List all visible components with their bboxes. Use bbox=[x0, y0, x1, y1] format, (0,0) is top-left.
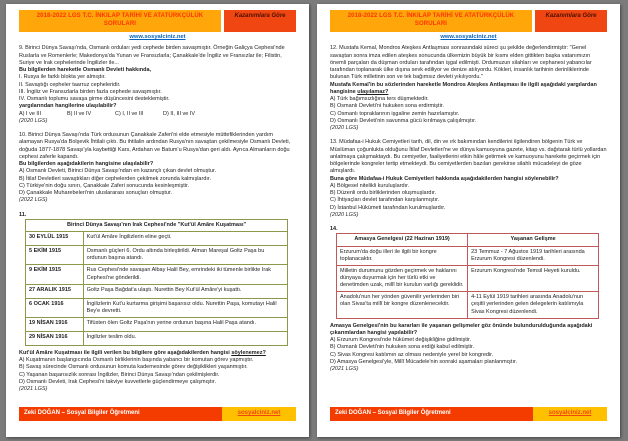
footer-author: Zeki DOĞAN – Sosyal Bilgiler Öğretmeni bbox=[330, 407, 533, 421]
gelisme-cell: 23 Temmuz - 7 Ağustos 1919 tarihleri arasında Erzurum Kongresi düzenlendi. bbox=[468, 246, 599, 265]
q9-lead: Bu bilgilerden hareketle Osmanlı Devleti hakkında, bbox=[19, 67, 152, 74]
q10-option-b: B) İtilaf Devletleri savaştıkları diğer cephelerden çekilmek zorunda kalmışlardır. bbox=[19, 175, 211, 182]
question-10 bbox=[19, 132, 296, 205]
q12-exam-tag: (2020 LGS) bbox=[330, 125, 359, 132]
table-row bbox=[26, 232, 288, 246]
table-title: Birinci Dünya Savaşı'nın Irak Cephesi'nde "Kut'ül Amâre Kuşatması" bbox=[26, 219, 288, 231]
table-row bbox=[26, 331, 288, 345]
q11-stem: Kut'ül Amâre Kuşatması ile ilgili verilen bu bilgilere göre aşağıdakilerden hangisi bbox=[19, 349, 232, 356]
question-12 bbox=[330, 45, 607, 132]
amasya-table bbox=[336, 233, 599, 318]
date-cell: 27 ARALIK 1915 bbox=[26, 284, 84, 298]
q11-option-a: A) Kuşatmanın başlangıcında Osmanlı birliklerinin başında yabancı bir komutan görev yapmıştır. bbox=[19, 357, 254, 364]
q12-option-b: B) Osmanlı Devleti'ni hukuken sona erdirmiştir. bbox=[330, 103, 444, 110]
site-link-line bbox=[19, 34, 296, 42]
q11-exam-tag: (2021 LGS) bbox=[19, 386, 48, 393]
table-row bbox=[26, 246, 288, 265]
q14-option-a: A) Erzurum Kongresi'nde hükümet değişikliğine gidilmiştir. bbox=[330, 337, 472, 344]
question-11 bbox=[19, 212, 296, 394]
gelisme-cell: 4-11 Eylül 1919 tarihleri arasında Anadolu'nun çeşitli yerlerinden gelen delegelerin katılımıyla Sivas Kongresi düzenlendi. bbox=[468, 292, 599, 318]
q11-option-c: C) Yaşanan başarısızlık sonrası İngilizler, Birinci Dünya Savaşı'ndan çekilmişlerdir. bbox=[19, 371, 220, 378]
col-header-genelge: Amasya Genelgesi (22 Haziran 1919) bbox=[337, 234, 468, 246]
q14-number: 14. bbox=[330, 226, 338, 233]
q13-option-a: A) Bölgesel nitelikli kuruluşlardır. bbox=[330, 182, 410, 189]
q10-stem: Bu bilgilerden aşağıdakilerin hangisine ulaşılabilir? bbox=[19, 161, 154, 168]
table-row bbox=[337, 246, 599, 265]
q9-exam-tag: (2020 LGS) bbox=[19, 117, 48, 124]
q9-option-c: C) I, II ve III bbox=[115, 110, 144, 117]
question-9 bbox=[19, 45, 296, 125]
q13-exam-tag: (2020 LGS) bbox=[330, 211, 359, 218]
table-header-row bbox=[337, 234, 599, 246]
event-cell: Kut'ül Amâre İngilizlerin eline geçti. bbox=[83, 232, 287, 246]
event-cell: İngilizler teslim oldu. bbox=[83, 331, 287, 345]
q13-option-b: B) Düzenli ordu birliklerinden oluşmuşlardır. bbox=[330, 190, 437, 197]
q12-stem-line bbox=[330, 82, 607, 97]
table-row bbox=[26, 317, 288, 331]
date-cell: 9 EKİM 1915 bbox=[26, 265, 84, 284]
q14-exam-tag: (2021 LGS) bbox=[330, 366, 359, 373]
q10-option-c: C) Türkiye'nin doğu sınırı, Çanakkale Zaferi sonucunda kesinleşmiştir. bbox=[19, 182, 189, 189]
page-header-right bbox=[330, 10, 607, 32]
header-title: 2018-2022 LGS T.C. İNKILAP TARİHİ VE ATATÜRKÇÜLÜK SORULARI bbox=[19, 10, 221, 32]
page-header-left bbox=[19, 10, 296, 32]
page-left bbox=[6, 4, 309, 437]
question-13 bbox=[330, 139, 607, 219]
q12-option-c: C) Osmanlı topraklarının işgaline zemin hazırlamıştır. bbox=[330, 110, 460, 117]
q9-option-d: D) II, III ve IV bbox=[163, 110, 196, 117]
q13-option-c: C) İhtiyaçları devlet tarafından karşılanmıştır. bbox=[330, 197, 440, 204]
q12-option-a: A) Türk bağımsızlığına ters düşmektedir. bbox=[330, 96, 429, 103]
q11-number: 11. bbox=[19, 211, 27, 218]
footer-site bbox=[222, 407, 296, 421]
q11-stem-underline: söylenemez? bbox=[231, 349, 266, 356]
q10-option-d: D) Çanakkale Muharebeleri'nin uluslararası sonuçları olmuştur. bbox=[19, 190, 172, 197]
table-row bbox=[337, 292, 599, 318]
q11-option-d: D) Osmanlı Devleti, Irak Cephesi'ni takviye kuvvetlerle güçlendirmeye çalışmıştır. bbox=[19, 378, 216, 385]
date-cell: 30 EYLÜL 1915 bbox=[26, 232, 84, 246]
q9-body: 9. Birinci Dünya Savaşı'nda, Osmanlı orduları yedi cephede birden savaşmıştır. Örneğin Galiçya Cephesi'nde Ruslarla ve Romenlerle; Makedonya'da Yunan ve Fransızlarla; Çanakkale'de İngiliz ve Fransızlar ile; Filistin, Suriye ve Irak cephelerinde İngilizler ile... bbox=[19, 45, 285, 66]
question-14 bbox=[330, 226, 607, 373]
footer-site bbox=[533, 407, 607, 421]
q12-stem: Mustafa Kemal'in bu sözlerinden hareketle Mondros Ateşkes Antlaşması ile ilgili aşağıdaki yargılardan hangisine bbox=[330, 81, 597, 95]
table-row bbox=[26, 265, 288, 284]
karar-cell: Erzurum'da doğu illeri ile ilgili bir kongre toplanacaktır. bbox=[337, 246, 468, 265]
footer-bar-left bbox=[19, 407, 296, 421]
q13-option-d: D) İstanbul Hükümeti tarafından kurulmuşlardır. bbox=[330, 204, 446, 211]
date-cell: 5 EKİM 1915 bbox=[26, 246, 84, 265]
q14-option-c: C) Sivas Kongresi katılımın az olması nedeniyle yerel bir kongredir. bbox=[330, 351, 494, 358]
date-cell: 6 OCAK 1916 bbox=[26, 298, 84, 317]
q13-body: 13. Müdafaa-i Hukuk Cemiyetleri tarih, dil, din ve ırk bakımından kendilerini ilgilendiren bölgenin Türk ve Müslüman çoğunlukta olduğunu İtilaf Devletleri'ne ve dünya kamuoyuna gazete, kitap vs. dağıtarak türlü yollardan anlatmaya çalışmaktaydı. Bu cemiyetler, faaliyetlerini etkin hâle getirmek ve kamuoyunu harekete geçirmek için bölgelerinde kongreler tertip etmekteydi. Bu cemiyetlerden bazıları gerekirse silahlı mücadeleyi de göze almışlardı. bbox=[330, 139, 607, 175]
q10-option-a: A) Osmanlı Devleti, Birinci Dünya Savaşı'ndan en kazançlı çıkan devlet olmuştur. bbox=[19, 168, 217, 175]
footer-bar-right bbox=[330, 407, 607, 421]
q12-option-d: D) Osmanlı Devleti'nin savunma gücü kırılmaya çalışılmıştır. bbox=[330, 117, 477, 124]
event-cell: İngilizlerin Kut'u kurtarma girişimi başarısız oldu. Nurettin Paşa, komutayı Halil Bey'e devretti. bbox=[83, 298, 287, 317]
q13-stem: Buna göre Müdafaa-i Hukuk Cemiyetleri hakkında aşağıdakilerden hangisi söylenebilir? bbox=[330, 175, 559, 182]
gelisme-cell: Erzurum Kongresi'nde Temsil Heyeti kuruldu. bbox=[468, 265, 599, 291]
footer-author: Zeki DOĞAN – Sosyal Bilgiler Öğretmeni bbox=[19, 407, 222, 421]
table-row bbox=[26, 284, 288, 298]
event-cell: Goltz Paşa Bağdat'a ulaştı. Nurettin Bey Kut'ül Amâre'yi kuşattı. bbox=[83, 284, 287, 298]
q14-stem: Amasya Genelgesi'nin bu kararları ile yaşanan gelişmeler göz önünde bulundurulduğunda aşağıdaki çıkarımlardan hangisi yapılabilir? bbox=[330, 322, 593, 336]
q9-options-row bbox=[19, 111, 296, 118]
q11-option-b: B) Savaş sürecinde Osmanlı ordusunun komuta kademesinde görev değişiklikleri yaşanmıştır. bbox=[19, 364, 248, 371]
date-cell: 19 NİSAN 1916 bbox=[26, 317, 84, 331]
q11-stem-line bbox=[19, 350, 296, 357]
date-cell: 29 NİSAN 1916 bbox=[26, 331, 84, 345]
karar-cell: Milletin durumunu gözden geçirmek ve haklarını dünyaya duyurmak için her türlü etki ve denetimden uzak, millî bir kurulun varlığı gereklidir. bbox=[337, 265, 468, 291]
q9-item-4: IV. Osmanlı toplumu savaşa girme düşüncesini desteklemiştir. bbox=[19, 96, 170, 103]
kazanimlar-badge: Kazanımlara Göre bbox=[224, 10, 296, 32]
q9-item-1: I. Rusya ile farklı blokta yer almıştır. bbox=[19, 74, 106, 81]
footer-site-link[interactable]: sosyalciniz.net bbox=[548, 410, 592, 417]
q14-option-b: B) Osmanlı Devleti'nin hukuken sona erdiği kabul edilmiştir. bbox=[330, 344, 475, 351]
q12-body: 12. Mustafa Kemal, Mondros Ateşkes Antlaşması sonrasındaki süreci şu şekilde değerlendirmiştir: "Genel savaştan sonra imza edilen ateşkes sonucunda ülkemizin büyük bir kısmı elden gittikten başka vatanımızın önemli parçaları da düşman orduları tarafından işgal edilmişti. Ordumuzun silahları ve cephanesi yabancılar tarafından toplanarak ülke dışına sevk ediliyor ve denize atılıyordu. Kökleri, insanlık tarihinin derinliklerinde bulunan Türk milletinin son ve tek bağımsız devleti yıkılıyordu." bbox=[330, 45, 592, 81]
event-cell: Tifüsten ölen Goltz Paşa'nın yerine ordunun başına Halil Paşa atandı. bbox=[83, 317, 287, 331]
q12-stem-underline: ulaşılamaz? bbox=[357, 88, 389, 95]
kazanimlar-badge: Kazanımlara Göre bbox=[535, 10, 607, 32]
q10-body: 10. Birinci Dünya Savaşı'nda Türk ordusunun Çanakkale Zaferi'ni elde etmesiyle müttefiklerinden yardım alamayan Rusya'da Bolşevik İhtilali çıktı. Bu ihtilalin ardından Rusya'nın savaştan çekilmesiyle Osmanlı Devleti, doğuda 1877-1878 Savaşı'yla kaybettiği Kars, Ardahan ve Batum'u Rusya'dan geri aldı. Ayrıca Almanların doğu cephesi zaferle kapandı. bbox=[19, 132, 291, 160]
event-cell: Rus Cephesi'nde savaşan Albay Halil Bey, emrindeki iki tümenle birlikte Irak Cephesi'ne gönderildi. bbox=[83, 265, 287, 284]
table-title-row bbox=[26, 219, 288, 231]
page-right bbox=[317, 4, 620, 437]
table-row bbox=[337, 265, 599, 291]
header-title: 2018-2022 LGS T.C. İNKILAP TARİHİ VE ATATÜRKÇÜLÜK SORULARI bbox=[330, 10, 532, 32]
karar-cell: Anadolu'nun her yönden güvenilir yerlerinden biri olan Sivas'ta millî bir kongre düzenlenecektir. bbox=[337, 292, 468, 318]
q14-option-d: D) Amasya Genelgesi'yle, Millî Mücadele'nin sonraki aşamaları planlanmıştır. bbox=[330, 358, 518, 365]
event-cell: Osmanlı güçleri 6. Ordu altında birleştirildi. Alman Mareşal Goltz Paşa bu ordunun başına atandı. bbox=[83, 246, 287, 265]
col-header-gelisme: Yaşanan Gelişme bbox=[468, 234, 599, 246]
table-row bbox=[26, 298, 288, 317]
footer-site-link[interactable]: sosyalciniz.net bbox=[237, 410, 281, 417]
site-link-line bbox=[330, 34, 607, 42]
q9-item-3: III. İngiliz ve Fransızlarla birden fazla cephede savaşmıştır. bbox=[19, 88, 162, 95]
q9-option-a: A) I ve III bbox=[19, 110, 42, 117]
site-link[interactable]: www.sosyalciniz.net bbox=[440, 33, 497, 40]
kutulamare-table bbox=[25, 219, 288, 346]
q9-option-b: B) II ve IV bbox=[67, 110, 92, 117]
q10-exam-tag: (2022 LGS) bbox=[19, 197, 48, 204]
site-link[interactable]: www.sosyalciniz.net bbox=[129, 33, 186, 40]
q9-stem: yargılarından hangilerine ulaşılabilir? bbox=[19, 103, 117, 110]
q9-item-2: II. Savaştığı cepheler taarruz cepheleridir. bbox=[19, 81, 121, 88]
